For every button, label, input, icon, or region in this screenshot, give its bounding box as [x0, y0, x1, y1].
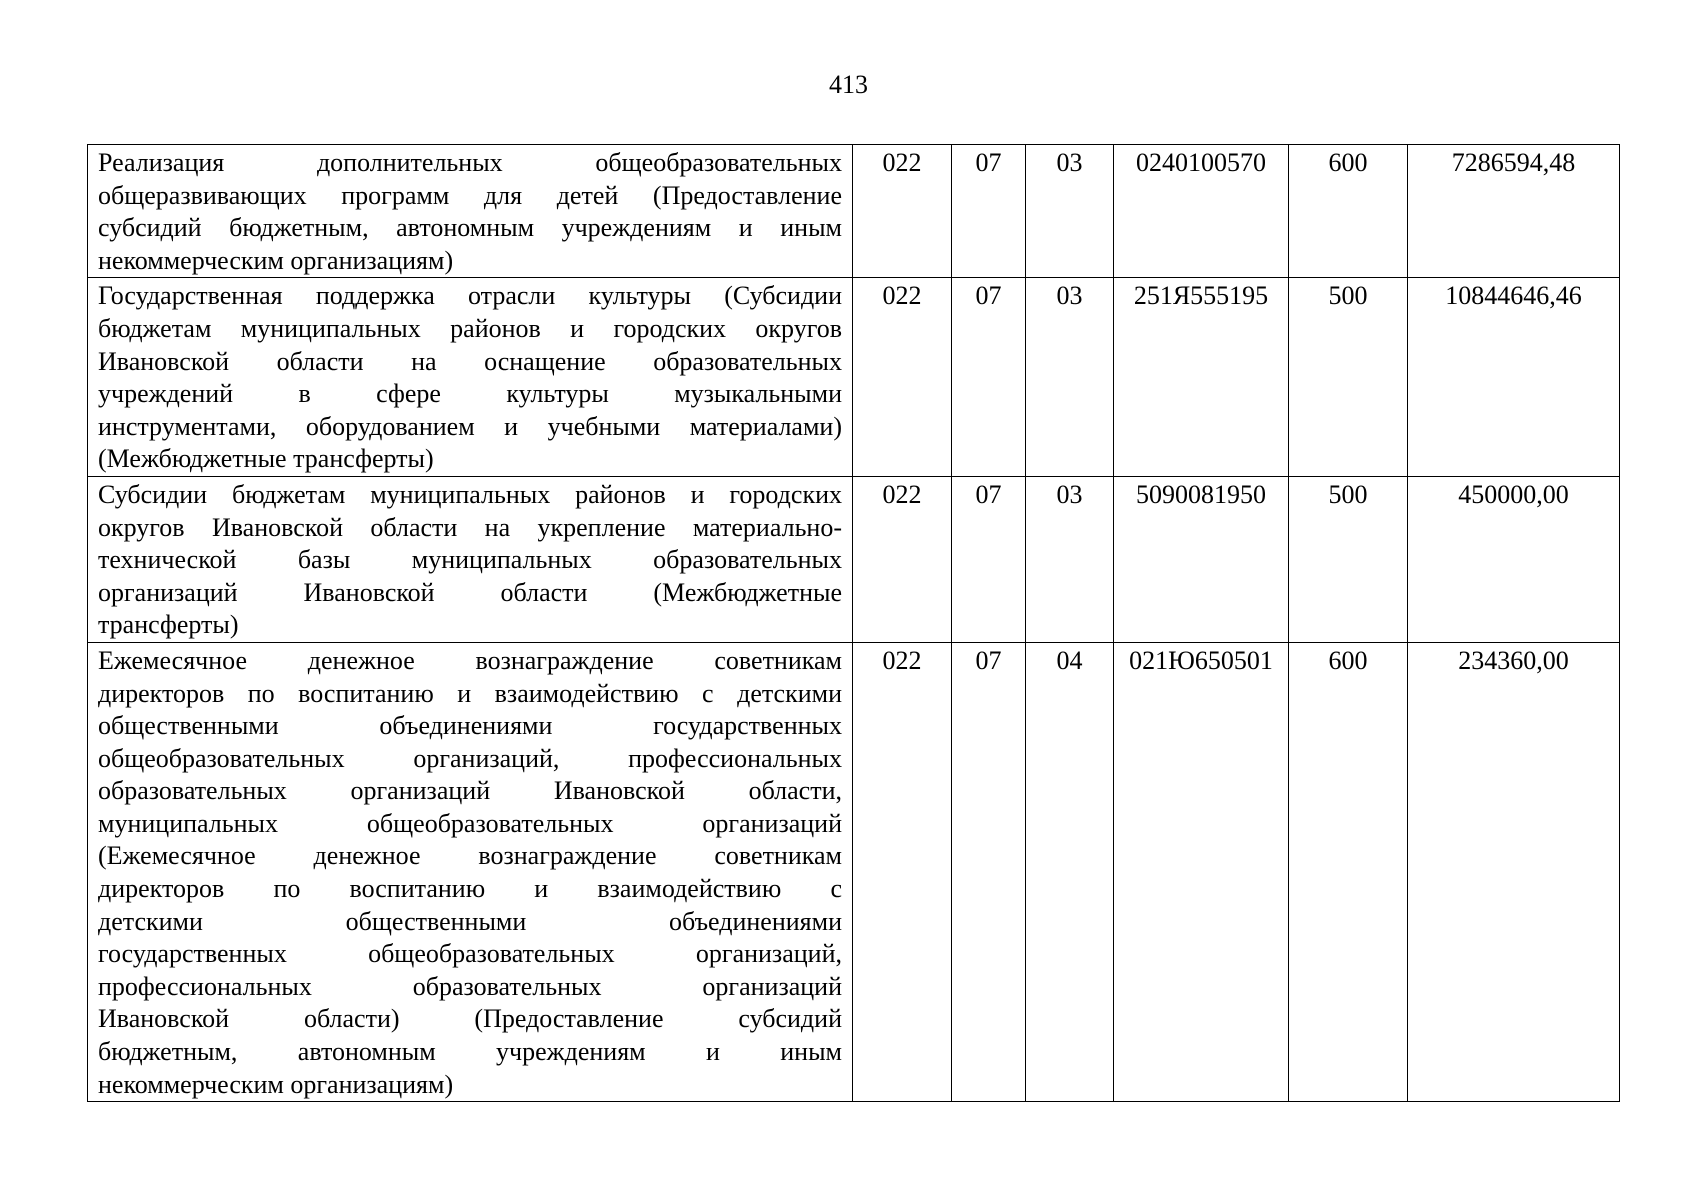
cell-amount: 7286594,48 — [1408, 145, 1620, 278]
row-description — [88, 476, 853, 642]
cell-target: 5090081950 — [1114, 476, 1289, 642]
budget-table — [87, 144, 1620, 1102]
description-line: государственных общеобразовательных организаций, — [98, 939, 842, 969]
cell-subsection: 04 — [1026, 642, 1114, 1101]
description-line: детскими общественными объединениями — [98, 906, 842, 936]
description-line: Субсидии бюджетам муниципальных районов и городских — [98, 479, 842, 509]
cell-ministry: 022 — [853, 145, 952, 278]
description-line: Ежемесячное денежное вознаграждение советникам — [98, 645, 842, 675]
description-line: Ивановской области) (Предоставление субсидий — [98, 1004, 842, 1034]
description-line: некоммерческим организациям) — [98, 1069, 454, 1099]
table-row — [88, 145, 1620, 278]
cell-target: 251Я555195 — [1114, 278, 1289, 477]
description-line: технической базы муниципальных образовательных — [98, 545, 842, 575]
description-line: (Межбюджетные трансферты) — [98, 444, 434, 474]
row-description — [88, 642, 853, 1101]
row-description — [88, 145, 853, 278]
cell-target: 0240100570 — [1114, 145, 1289, 278]
cell-type: 600 — [1289, 145, 1408, 278]
description-line: директоров по воспитанию и взаимодействию с — [98, 874, 842, 904]
cell-subsection: 03 — [1026, 145, 1114, 278]
description-line: общеобразовательных организаций, профессиональных — [98, 743, 842, 773]
description-line: бюджетным, автономным учреждениям и иным — [98, 1037, 842, 1067]
description-line: Ивановской области на оснащение образовательных — [98, 346, 842, 376]
description-line: профессиональных образовательных организаций — [98, 971, 842, 1001]
cell-ministry: 022 — [853, 278, 952, 477]
description-line: субсидий бюджетным, автономным учреждениям и иным — [98, 213, 842, 243]
cell-subsection: 03 — [1026, 278, 1114, 477]
cell-section: 07 — [952, 278, 1026, 477]
description-line: Реализация дополнительных общеобразовательных — [98, 148, 842, 177]
description-line: директоров по воспитанию и взаимодействию с детскими — [98, 678, 842, 708]
description-line: некоммерческим организациям) — [98, 245, 454, 275]
table-row — [88, 278, 1620, 477]
description-line: муниципальных общеобразовательных организаций — [98, 808, 842, 838]
table-row — [88, 642, 1620, 1101]
page-number: 413 — [829, 70, 868, 99]
cell-amount: 10844646,46 — [1408, 278, 1620, 477]
description-line: бюджетам муниципальных районов и городских округов — [98, 313, 842, 343]
description-line: учреждений в сфере культуры музыкальными — [98, 379, 842, 409]
description-line: инструментами, оборудованием и учебными материалами) — [98, 411, 842, 441]
cell-section: 07 — [952, 145, 1026, 278]
cell-type: 500 — [1289, 476, 1408, 642]
cell-type: 600 — [1289, 642, 1408, 1101]
table-row — [88, 476, 1620, 642]
cell-ministry: 022 — [853, 476, 952, 642]
cell-subsection: 03 — [1026, 476, 1114, 642]
cell-section: 07 — [952, 476, 1026, 642]
cell-ministry: 022 — [853, 642, 952, 1101]
cell-amount: 234360,00 — [1408, 642, 1620, 1101]
description-line: общеразвивающих программ для детей (Предоставление — [98, 180, 842, 210]
description-line: общественными объединениями государственных — [98, 711, 842, 741]
row-description — [88, 278, 853, 477]
description-line: трансферты) — [98, 610, 239, 640]
description-line: округов Ивановской области на укрепление материально- — [98, 512, 842, 542]
cell-section: 07 — [952, 642, 1026, 1101]
description-line: (Ежемесячное денежное вознаграждение советникам — [98, 841, 842, 871]
cell-type: 500 — [1289, 278, 1408, 477]
description-line: образовательных организаций Ивановской области, — [98, 776, 842, 806]
cell-target: 021Ю650501 — [1114, 642, 1289, 1101]
cell-amount: 450000,00 — [1408, 476, 1620, 642]
description-line: организаций Ивановской области (Межбюджетные — [98, 577, 842, 607]
description-line: Государственная поддержка отрасли культуры (Субсидии — [98, 281, 842, 311]
